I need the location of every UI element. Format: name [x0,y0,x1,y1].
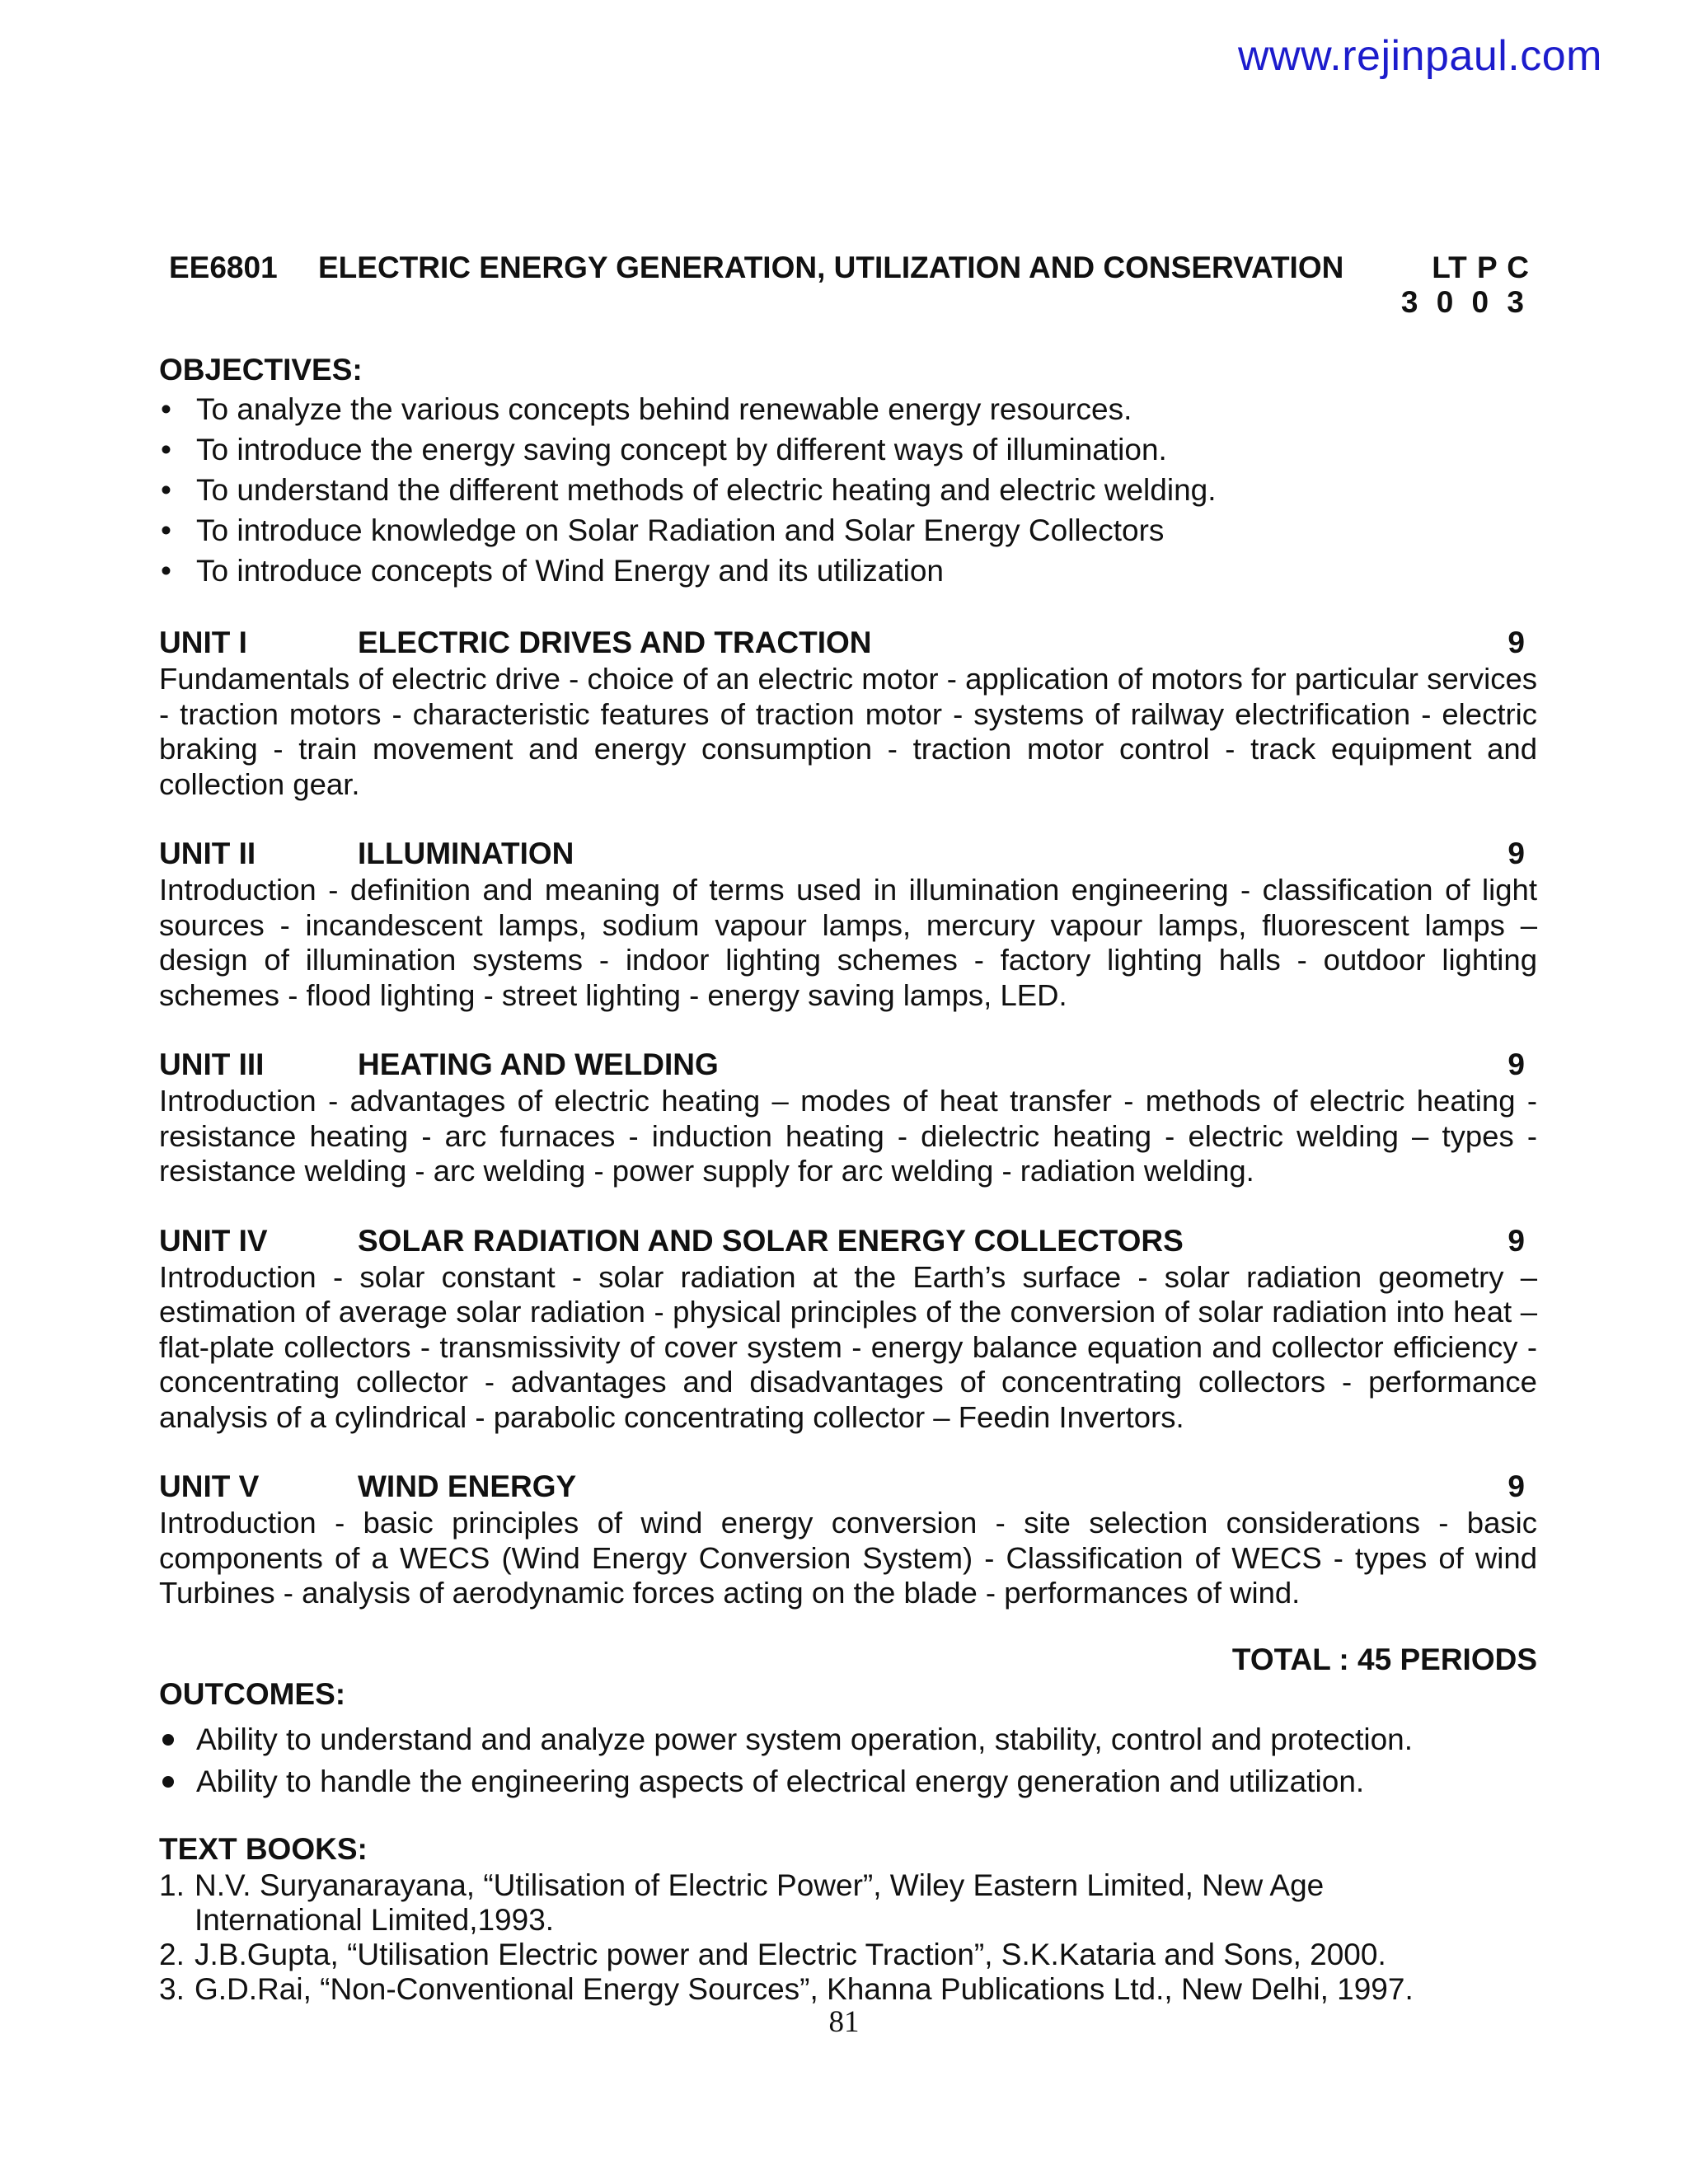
unit-heading [159,1046,1537,1084]
unit-description: Introduction - basic principles of wind energy conversion - site selection considerations - basic components of a WECS (Wind Energy Conversion System) - Classification of WECS - types of wind Turbines - analysis of aerodynamic forces acting on the blade - performances of wind. [159,1506,1537,1610]
course-code: EE6801 [169,251,278,284]
outcome-item [159,1760,1537,1802]
textbook-item [159,1938,1480,1972]
objective-item: • To introduce knowledge on Solar Radiation and Solar Energy Collectors [159,510,1537,551]
textbook-text: N.V. Suryanarayana, “Utilisation of Electric Power”, Wiley Eastern Limited, New Age International Limited,1993. [195,1868,1325,1937]
unit-5 [159,1468,1537,1611]
unit-number: UNIT IV [159,1223,268,1258]
textbook-number: 3. [159,1971,185,2006]
unit-heading [159,835,1537,873]
unit-2 [159,835,1537,1013]
unit-title: WIND ENERGY [358,1469,577,1503]
unit-1 [159,624,1537,802]
unit-number: UNIT V [159,1469,260,1503]
textbook-item [159,1972,1480,2007]
textbook-text: G.D.Rai, “Non-Conventional Energy Sources”, Khanna Publications Ltd., New Delhi, 1997. [195,1971,1414,2006]
unit-4 [159,1222,1537,1436]
ltpc-values: 3 0 0 3 [1400,285,1529,319]
textbook-item [159,1868,1480,1938]
unit-number: UNIT III [159,1047,265,1081]
textbook-number: 2. [159,1937,185,1971]
textbook-text: J.B.Gupta, “Utilisation Electric power and Electric Traction”, S.K.Kataria and Sons, 2000. [195,1937,1386,1971]
page-number: 81 [828,2005,860,2039]
unit-title: SOLAR RADIATION AND SOLAR ENERGY COLLECTORS [358,1223,1184,1258]
objectives-list [159,389,1537,591]
objectives-heading: OBJECTIVES: [159,353,363,387]
bullet-icon [162,1734,174,1746]
unit-heading [159,1468,1537,1506]
outcome-text: Ability to understand and analyze power system operation, stability, control and protection. [196,1722,1414,1756]
unit-title: ILLUMINATION [358,837,574,870]
unit-number: UNIT I [159,626,247,659]
unit-hours: 9 [1507,1223,1525,1258]
textbook-number: 1. [159,1868,185,1902]
unit-title: HEATING AND WELDING [358,1047,719,1081]
syllabus-content [159,244,1537,2007]
objective-item: • To analyze the various concepts behind renewable energy resources. [159,389,1537,429]
unit-description: Introduction - advantages of electric heating – modes of heat transfer - methods of electric heating - resistance heating - arc furnaces - induction heating - dielectric heating - electric welding – types - resistance welding - arc welding - power supply for arc welding - radiation welding. [159,1084,1537,1188]
unit-heading [159,1222,1537,1260]
unit-hours: 9 [1507,1469,1525,1503]
unit-3 [159,1046,1537,1189]
objective-item: • To introduce concepts of Wind Energy and its utilization [159,551,1537,591]
unit-hours: 9 [1507,837,1525,870]
unit-number: UNIT II [159,837,256,870]
objective-item: • To introduce the energy saving concept by different ways of illumination. [159,429,1537,470]
outcome-item [159,1718,1537,1760]
textbooks-heading: TEXT BOOKS: [159,1831,368,1866]
unit-hours: 9 [1507,626,1525,659]
ltpc-label: LT P C [1432,251,1529,284]
outcomes-list [159,1718,1537,1802]
textbooks-list [159,1868,1537,2007]
course-header [159,244,1537,325]
unit-description: Introduction - definition and meaning of terms used in illumination engineering - classification of light sources - incandescent lamps, sodium vapour lamps, mercury vapour lamps, fluorescent lamps – design of illumination systems - indoor lighting schemes - factory lighting halls - outdoor lighting schemes - flood lighting - street lighting - energy saving lamps, LED. [159,873,1537,1012]
course-title: ELECTRIC ENERGY GENERATION, UTILIZATION AND CONSERVATION [318,251,1344,284]
site-link[interactable]: www.rejinpaul.com [1238,32,1602,80]
unit-title: ELECTRIC DRIVES AND TRACTION [358,626,872,659]
total-periods: TOTAL : 45 PERIODS [1231,1642,1537,1676]
outcomes-heading: OUTCOMES: [159,1676,346,1711]
outcome-text: Ability to handle the engineering aspects of electrical energy generation and utilization. [196,1764,1365,1798]
unit-description: Introduction - solar constant - solar radiation at the Earth’s surface - solar radiation geometry – estimation of average solar radiation - physical principles of the conversion of solar radiation into heat – flat-plate collectors - transmissivity of cover system - energy balance equation and collector efficiency - concentrating collector - advantages and disadvantages of concentrating collectors - performance analysis of a cylindrical - parabolic concentrating collector – Feedin Invertors. [159,1259,1537,1434]
unit-hours: 9 [1507,1047,1525,1081]
bullet-icon [162,1776,174,1788]
unit-heading [159,624,1537,662]
unit-description: Fundamentals of electric drive - choice of an electric motor - application of motors for particular services - traction motors - characteristic features of traction motor - systems of railway electrification - electric braking - train movement and energy consumption - traction motor control - track equipment and collection gear. [159,662,1537,801]
objective-item: • To understand the different methods of electric heating and electric welding. [159,470,1537,510]
